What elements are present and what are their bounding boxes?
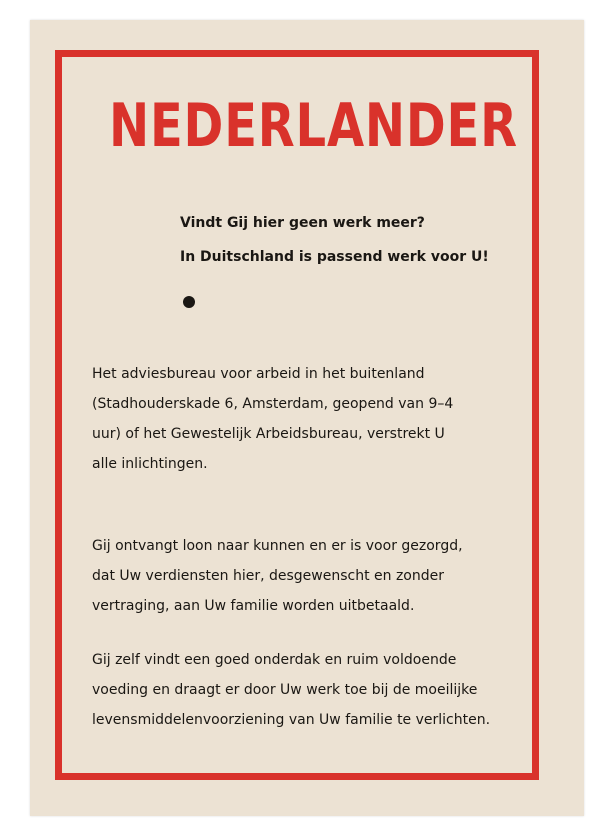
paragraph-line: Gij zelf vindt een goed onderdak en ruim voldoende bbox=[92, 652, 457, 668]
bullet-dot bbox=[183, 296, 195, 308]
paragraph-line: Het adviesbureau voor arbeid in het buitenland bbox=[92, 366, 425, 382]
red-border-frame bbox=[55, 50, 539, 780]
paragraph-line: voeding en draagt er door Uw werk toe bij de moeilijke bbox=[92, 682, 478, 698]
paragraph-line: Gij ontvangt loon naar kunnen en er is voor gezorgd, bbox=[92, 538, 463, 554]
subtitle-statement: In Duitschland is passend werk voor U! bbox=[180, 249, 489, 265]
paragraph-line: levensmiddelenvoorziening van Uw familie te verlichten. bbox=[92, 712, 491, 728]
subtitle-question: Vindt Gij hier geen werk meer? bbox=[180, 215, 425, 231]
poster-sheet bbox=[30, 20, 584, 816]
paragraph-line: vertraging, aan Uw familie worden uitbetaald. bbox=[92, 598, 415, 614]
paragraph-onderdak bbox=[92, 645, 502, 735]
poster-title: NEDERLANDER bbox=[109, 91, 518, 161]
paragraph-loon bbox=[92, 531, 502, 621]
paragraph-line: uur) of het Gewestelijk Arbeidsbureau, verstrekt U bbox=[92, 426, 445, 442]
paragraph-line: dat Uw verdiensten hier, desgewenscht en zonder bbox=[92, 568, 444, 584]
paragraph-line: alle inlichtingen. bbox=[92, 456, 208, 472]
paragraph-line: (Stadhouderskade 6, Amsterdam, geopend van 9–4 bbox=[92, 396, 454, 412]
paragraph-adviesbureau bbox=[92, 359, 502, 479]
